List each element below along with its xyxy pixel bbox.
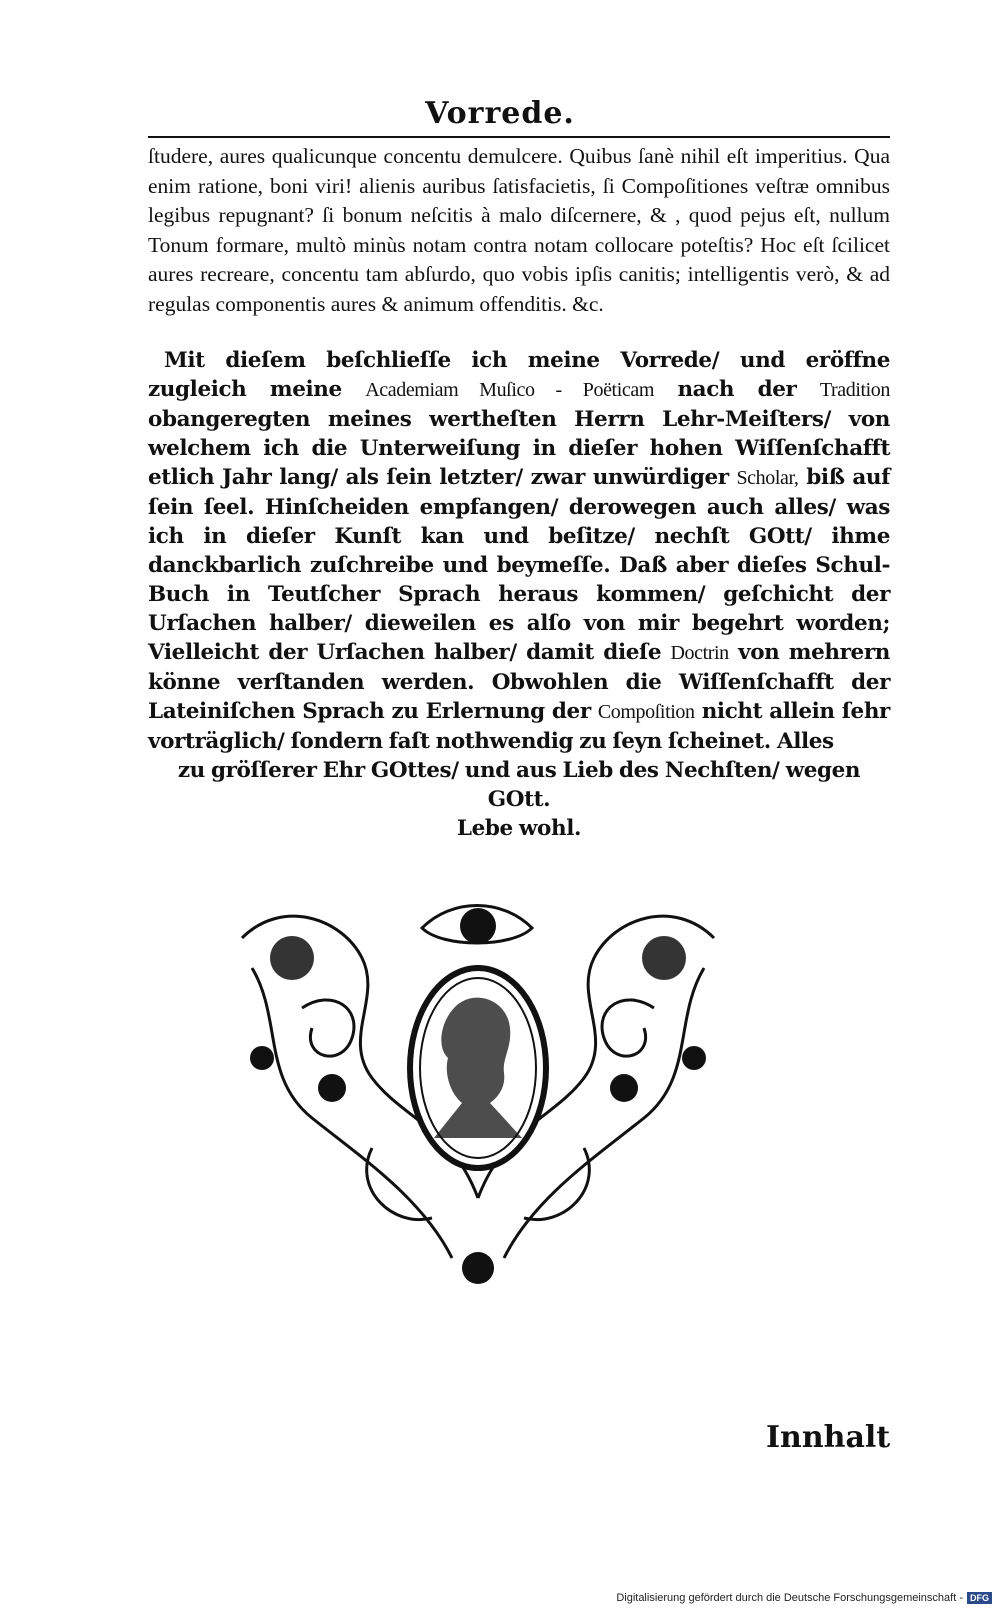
latin-term-academiam: Academiam Muſico - Poëticam — [365, 379, 654, 401]
footer-text: Digitalisierung gefördert durch die Deutsche Forschungsgemeinschaft - — [616, 1592, 963, 1604]
german-text-2: nach der — [677, 377, 797, 402]
medallion-portrait — [410, 968, 546, 1168]
header-rule — [148, 136, 890, 138]
latin-paragraph: ſtudere, aures qualicunque concentu demulcere. Quibus ſanè nihil eſt imperitius. Qua enim ratione, boni viri! alienis auribus ſatisfacietis, ſi Compoſitiones veſtræ omnibus legibus repugnant? ſi bonum neſcitis à malo diſcernere, & , quod pejus eſt, nullum Tonum formare, multò minùs notam contra notam collocare poteſtis? Hoc eſt ſcilicet aures recreare, concentu tam abſurdo, quo vobis ipſis canitis; intelligentis verò, & ad regulas componentis aures & animum offenditis. &c. — [148, 144, 890, 316]
german-paragraph — [148, 346, 890, 843]
german-text-3: obangeregten meines wertheſten Herrn Lehr-Meiſters/ von welchem ich die Unterweiſung in dieſer hohen Wiſſenſchafft etlich Jahr lang/ als ſein letzter/ zwar unwürdiger — [148, 407, 890, 490]
latin-term-scholar: Scholar, — [736, 467, 799, 489]
farewell-line: Lebe wohl. — [456, 816, 582, 841]
ornament-vignette — [222, 898, 734, 1298]
latin-term-doctrin: Doctrin — [670, 642, 729, 664]
latin-term-tradition: Tradition — [819, 379, 890, 401]
german-text-6: nicht allein ſehr vorträglich/ ſondern faſt nothwendig zu ſeyn ſcheinet. Alles — [148, 699, 890, 754]
german-text-1: Mit dieſem beſchlieſſe ich meine Vorrede/ und eröffne zugleich meine — [148, 348, 890, 402]
digitization-footer — [616, 1592, 992, 1604]
german-text-4: biß auf ſein ſeel. Hinſcheiden empfangen/ derowegen auch alles/ was ich in dieſer Kunſt kan und beſitze/ nechſt GOtt/ ihme danckbarlich zuſchreibe und beymeſſe. Daß aber dieſes Schul-Buch in Teutſcher Sprach heraus kommen/ geſchicht der Urſachen halber/ dieweilen es alſo von mir begehrt worden; Vielleicht der Urſachen halber/ damit dieſe — [148, 465, 890, 665]
catchword: Innhalt — [766, 1420, 891, 1455]
latin-term-composition: Compoſition — [597, 701, 695, 723]
running-head: Vorrede. — [425, 96, 575, 131]
dfg-logo: DFG — [967, 1592, 992, 1604]
german-text-5: von mehrern könne verſtanden werden. Obwohlen die Wiſſenſchafft der Lateiniſchen Sprach zu Erlernung der — [148, 640, 890, 724]
closing-line: zu gröſſerer Ehr GOttes/ und aus Lieb des Nechſten/ wegen GOtt. — [177, 758, 861, 812]
